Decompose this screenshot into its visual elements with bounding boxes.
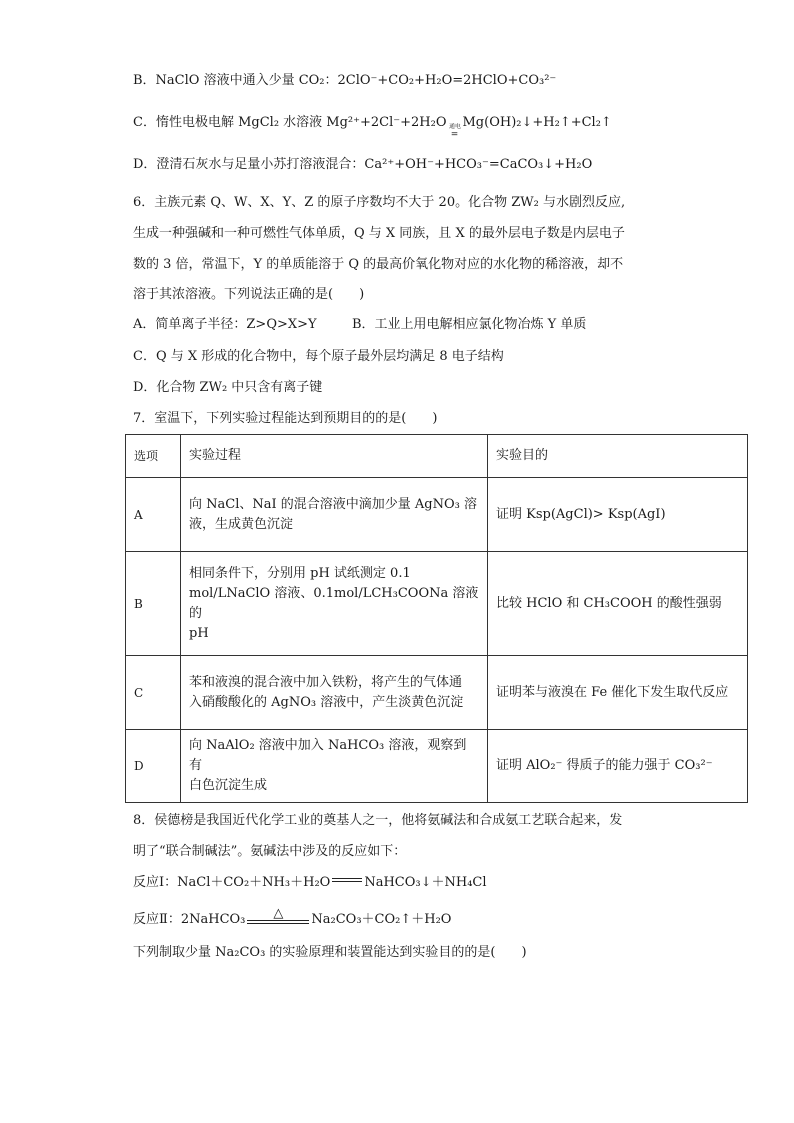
table-row — [126, 730, 748, 803]
reaction-2-reactants: 反应Ⅱ：2NaHCO₃ — [133, 912, 246, 927]
electrolysis-condition: 通电 = — [448, 122, 461, 140]
q6-option-c: C．Q 与 X 形成的化合物中，每个原子最外层均满足 8 电子结构 — [133, 349, 504, 364]
q6-option-a: A．简单离子半径：Z>Q>X>Y — [133, 317, 317, 332]
table-header-row — [126, 435, 748, 478]
q7-stem: 7．室温下，下列实验过程能达到预期目的的是( ) — [133, 411, 438, 426]
table-row — [126, 478, 748, 552]
q6-stem-line-1: 6．主族元素 Q、W、X、Y、Z 的原子序数均不大于 20。化合物 ZW₂ 与水剧烈反应, — [133, 195, 626, 210]
row-option: B — [126, 552, 181, 656]
process-line: 向 NaCl、NaI 的混合溶液中滴加少量 AgNO₃ 溶 — [189, 496, 477, 512]
table-row — [126, 552, 748, 656]
row-purpose: 比较 HClO 和 CH₃COOH 的酸性强弱 — [488, 552, 748, 656]
heating-condition — [247, 907, 309, 924]
process-line: 苯和液溴的混合液中加入铁粉，将产生的气体通 — [189, 674, 463, 690]
row-process — [181, 552, 488, 656]
reaction-1-products: NaHCO₃↓＋NH₄Cl — [364, 875, 487, 890]
row-process — [181, 478, 488, 552]
row-purpose: 证明 Ksp(AgCl)> Ksp(AgI) — [488, 478, 748, 552]
q8-reaction-1 — [133, 873, 487, 893]
row-purpose: 证明苯与液溴在 Fe 催化下发生取代反应 — [488, 656, 748, 730]
q8-stem-line-2: 明了“联合制碱法”。氨碱法中涉及的反应如下： — [133, 844, 407, 859]
header-process: 实验过程 — [181, 435, 488, 478]
row-option: D — [126, 730, 181, 803]
reaction-1-reactants: 反应Ⅰ：NaCl＋CO₂＋NH₃＋H₂O — [133, 875, 331, 890]
row-purpose: 证明 AlO₂⁻ 得质子的能力强于 CO₃²⁻ — [488, 730, 748, 803]
q6-option-d: D．化合物 ZW₂ 中只含有离子键 — [133, 380, 323, 395]
q6-stem-line-4: 溶于其浓溶液。下列说法正确的是( ) — [133, 287, 365, 302]
q6-stem-line-2: 生成一种强碱和一种可燃性气体单质，Q 与 X 同族，且 X 的最外层电子数是内层电子 — [133, 226, 625, 241]
q5-option-d: D．澄清石灰水与足量小苏打溶液混合：Ca²⁺+OH⁻+HCO₃⁻=CaCO₃↓+H₂O — [133, 157, 593, 172]
q5-option-c — [133, 113, 612, 140]
q5-option-c-reactants: C．惰性电极电解 MgCl₂ 水溶液 Mg²⁺+2Cl⁻+2H₂O — [133, 115, 447, 130]
equals-sign-icon — [332, 878, 362, 882]
electrolysis-label: 通电 — [448, 122, 461, 130]
process-line: mol/LNaClO 溶液、0.1mol/LCH₃COONa 溶液的 — [189, 585, 479, 621]
q5-option-b: B．NaClO 溶液中通入少量 CO₂：2ClO⁻+CO₂+H₂O=2HClO+CO₃²⁻ — [133, 73, 557, 88]
process-line: 相同条件下，分别用 pH 试纸测定 0.1 — [189, 565, 411, 581]
q5-option-c-products: Mg(OH)₂↓+H₂↑+Cl₂↑ — [462, 115, 612, 130]
row-option: C — [126, 656, 181, 730]
row-process — [181, 730, 488, 803]
header-option: 选项 — [126, 435, 181, 478]
row-process — [181, 656, 488, 730]
q8-question: 下列制取少量 Na₂CO₃ 的实验原理和装置能达到实验目的的是( ) — [133, 945, 527, 960]
reaction-2-products: Na₂CO₃＋CO₂↑＋H₂O — [311, 912, 452, 927]
q6-option-b: B．工业上用电解相应氯化物冶炼 Y 单质 — [352, 317, 587, 332]
q8-reaction-2 — [133, 907, 451, 930]
heat-triangle-icon: △ — [273, 906, 284, 921]
process-line: 液，生成黄色沉淀 — [189, 516, 294, 532]
table-row — [126, 656, 748, 730]
process-line: pH — [189, 625, 209, 641]
equals-sign-icon — [247, 920, 309, 924]
q8-stem-line-1: 8．侯德榜是我国近代化学工业的奠基人之一，他将氨碱法和合成氨工艺联合起来，发 — [133, 813, 623, 828]
row-option: A — [126, 478, 181, 552]
q6-stem-line-3: 数的 3 倍，常温下，Y 的单质能溶于 Q 的最高价氧化物对应的水化物的稀溶液，却不 — [133, 257, 624, 272]
process-line: 向 NaAlO₂ 溶液中加入 NaHCO₃ 溶液，观察到有 — [189, 738, 467, 773]
header-purpose: 实验目的 — [488, 435, 748, 478]
experiment-table — [125, 434, 748, 803]
process-line: 白色沉淀生成 — [189, 778, 268, 793]
process-line: 入硝酸酸化的 AgNO₃ 溶液中，产生淡黄色沉淀 — [189, 694, 464, 710]
